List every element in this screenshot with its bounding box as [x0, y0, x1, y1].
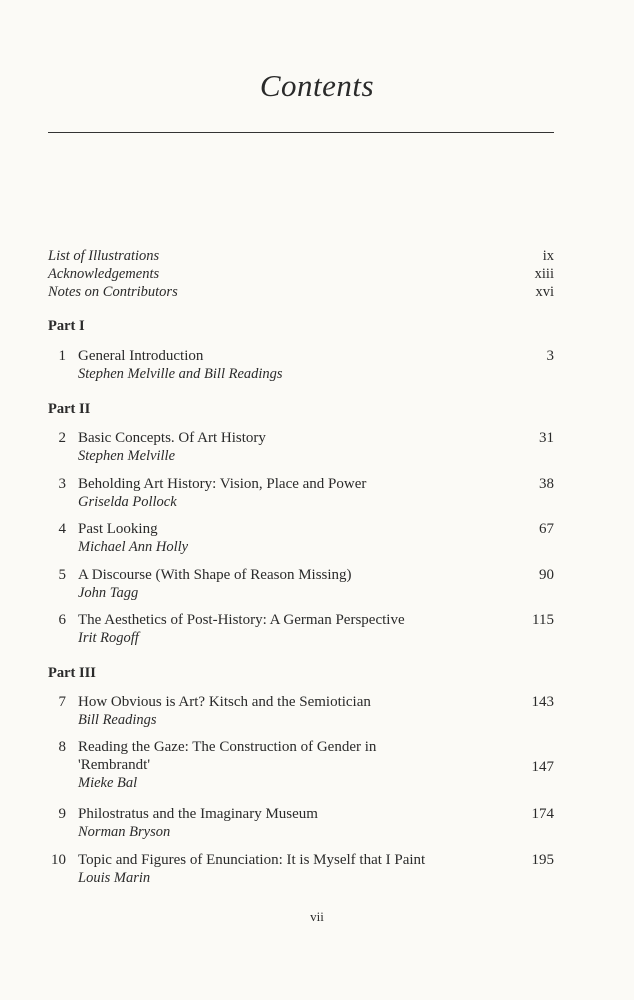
- chapter-page: 143: [531, 694, 554, 710]
- page-number: vii: [310, 909, 324, 924]
- chapter-number: 6: [58, 612, 66, 628]
- chapter-page: 174: [531, 806, 554, 822]
- chapter-page: 115: [532, 612, 554, 628]
- prelim-page: xiii: [534, 266, 554, 282]
- chapter-page: 38: [539, 476, 554, 492]
- chapter-author: Griselda Pollock: [78, 494, 177, 510]
- chapter-number: 9: [58, 806, 66, 822]
- chapter-title: Topic and Figures of Enunciation: It is Myself that I Paint: [78, 852, 426, 868]
- chapter-page: 31: [539, 430, 554, 446]
- chapter-page: 67: [539, 521, 554, 537]
- chapter-title: The Aesthetics of Post-History: A German Perspective: [78, 612, 405, 628]
- chapter-author: Stephen Melville: [78, 448, 176, 464]
- chapter-author: Mieke Bal: [78, 775, 138, 791]
- prelim-item: [48, 247, 554, 265]
- chapter-number: 8: [58, 739, 66, 755]
- chapter-number: 4: [58, 521, 66, 537]
- page-title: Contents: [259, 68, 375, 103]
- prelim-title: List of Illustrations: [48, 248, 160, 264]
- chapter-number: 7: [58, 694, 66, 710]
- prelim-item: [48, 265, 554, 283]
- chapter-page: 90: [539, 567, 554, 583]
- chapter-title: Reading the Gaze: The Construction of Gender in: [78, 739, 377, 755]
- chapter-title: Basic Concepts. Of Art History: [78, 430, 266, 446]
- prelim-item: [48, 283, 554, 301]
- prelim-title: Notes on Contributors: [48, 284, 178, 300]
- chapter-title: Past Looking: [78, 521, 158, 537]
- chapter-author: Norman Bryson: [78, 824, 171, 840]
- prelim-page: ix: [542, 248, 554, 264]
- chapter-author: Bill Readings: [78, 712, 157, 728]
- part-heading: Part III: [48, 665, 96, 681]
- chapter-title: A Discourse (With Shape of Reason Missing): [78, 567, 352, 583]
- chapter-page: 147: [531, 759, 554, 775]
- prelim-page: xvi: [535, 284, 554, 300]
- chapter-number: 3: [58, 476, 66, 492]
- part-heading: Part I: [48, 318, 85, 334]
- chapter-title: Beholding Art History: Vision, Place and Power: [78, 476, 367, 492]
- chapter-number: 2: [58, 430, 66, 446]
- chapter-number: 5: [58, 567, 66, 583]
- chapter-page: 195: [531, 852, 554, 868]
- chapter-title: How Obvious is Art? Kitsch and the Semiotician: [78, 694, 371, 710]
- chapter-title: General Introduction: [78, 348, 204, 364]
- chapter-number: 1: [58, 348, 66, 364]
- chapter-title: Philostratus and the Imaginary Museum: [78, 806, 318, 822]
- chapter-title-continued: 'Rembrandt': [78, 757, 151, 773]
- chapter-page: 3: [546, 348, 554, 364]
- chapter-author: Irit Rogoff: [78, 630, 139, 646]
- part-heading: Part II: [48, 401, 91, 417]
- prelim-title: Acknowledgements: [48, 266, 160, 282]
- chapter-number: 10: [51, 852, 66, 868]
- chapter-author: Stephen Melville and Bill Readings: [78, 366, 283, 382]
- chapter-author: Louis Marin: [78, 870, 151, 886]
- chapter-author: John Tagg: [78, 585, 139, 601]
- title-rule: [48, 132, 554, 133]
- chapter-author: Michael Ann Holly: [78, 539, 189, 555]
